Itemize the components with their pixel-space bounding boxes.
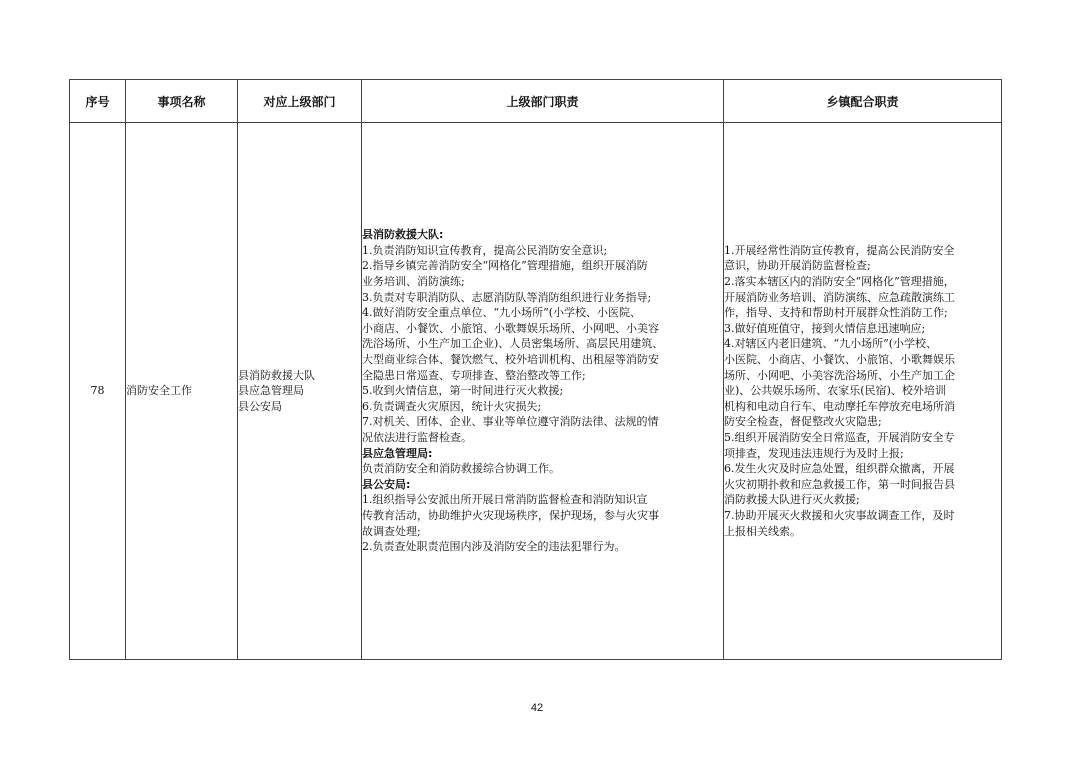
town-duty-line: 1.开展经常性消防宣传教育，提高公民消防安全 — [724, 243, 955, 257]
town-duty-line: 机构和电动自行车、电动摩托车停放充电场所消 — [724, 399, 955, 413]
police-duty-line: 传教育活动，协助维护火灾现场秩序，保护现场，参与火灾事 — [362, 508, 659, 522]
town-duty-line: 2.落实本辖区内的消防安全“网格化”管理措施， — [724, 275, 955, 289]
header-upper-duties: 上级部门职责 — [362, 80, 724, 123]
header-item-name: 事项名称 — [126, 80, 238, 123]
fire-duty-line: 7.对机关、团体、企业、事业等单位遵守消防法律、法规的情 — [362, 415, 659, 429]
police-duty-line: 故调查处理; — [362, 524, 421, 538]
table-header-row — [70, 80, 1002, 123]
town-duty-line: 4.对辖区内老旧建筑、“九小场所”(小学校、 — [724, 337, 938, 351]
fire-brigade-heading: 县消防救援大队: — [362, 228, 444, 242]
town-duty-line: 小医院、小商店、小餐饮、小旅馆、小歌舞娱乐 — [724, 353, 955, 367]
header-no: 序号 — [70, 80, 126, 123]
town-duty-line: 7.协助开展灭火救援和火灾事故调查工作，及时 — [724, 508, 955, 522]
dept-fire: 县消防救援大队 — [238, 368, 315, 382]
fire-duty-line: 况依法进行监督检查。 — [362, 430, 472, 444]
emergency-duty-line: 负责消防安全和消防救援综合协调工作。 — [362, 462, 560, 476]
town-duty-line: 火灾初期扑救和应急救援工作，第一时间报告县 — [724, 477, 955, 491]
fire-duty-line: 大型商业综合体、餐饮燃气、校外培训机构、出租屋等消防安 — [362, 353, 659, 367]
town-duty-line: 消防救援大队进行灭火救援; — [724, 493, 860, 507]
town-duty-line: 上报相关线索。 — [724, 524, 801, 538]
dept-police: 县公安局 — [238, 399, 282, 413]
dept-emergency: 县应急管理局 — [238, 384, 304, 398]
town-duty-line: 3.做好值班值守，接到火情信息迅速响应; — [724, 321, 926, 335]
town-duty-line: 场所、小网吧、小美容洗浴场所、小生产加工企 — [724, 368, 955, 382]
fire-duty-line: 5.收到火情信息，第一时间进行灭火救援; — [362, 384, 564, 398]
duties-table — [69, 79, 1002, 660]
town-duty-line: 项排查，发现违法违规行为及时上报; — [724, 446, 904, 460]
police-duty-line: 1.组织指导公安派出所开展日常消防监督检查和消防知识宣 — [362, 493, 648, 507]
table-row — [70, 123, 1002, 660]
town-duty-line: 6.发生火灾及时应急处置，组织群众撤离，开展 — [724, 462, 955, 476]
fire-duty-line: 洗浴场所、小生产加工企业)、人员密集场所、高层民用建筑、 — [362, 337, 664, 351]
header-town-duties: 乡镇配合职责 — [724, 80, 1002, 123]
fire-duty-line: 3.负责对专职消防队、志愿消防队等消防组织进行业务指导; — [362, 290, 652, 304]
fire-duty-line: 小商店、小餐饮、小旅馆、小歌舞娱乐场所、小网吧、小美容 — [362, 321, 659, 335]
town-duty-line: 意识，协助开展消防监督检查; — [724, 259, 871, 273]
fire-duty-line: 2.指导乡镇完善消防安全“网格化”管理措施，组织开展消防 — [362, 259, 648, 273]
cell-upper-duties — [362, 123, 724, 660]
town-duty-line: 作，指导、支持和帮助村开展群众性消防工作; — [724, 306, 948, 320]
fire-duty-line: 1.负责消防知识宣传教育，提高公民消防安全意识; — [362, 243, 608, 257]
town-duty-line: 业)、公共娱乐场所、农家乐(民宿)、校外培训 — [724, 384, 946, 398]
police-bureau-heading: 县公安局: — [362, 477, 411, 491]
fire-duty-line: 6.负责调查火灾原因，统计火灾损失; — [362, 399, 542, 413]
town-duty-line: 5.组织开展消防安全日常巡查，开展消防安全专 — [724, 430, 955, 444]
page-number: 42 — [530, 702, 544, 714]
cell-town-duties — [724, 123, 1002, 660]
header-upper-dept: 对应上级部门 — [238, 80, 362, 123]
cell-upper-dept — [238, 123, 362, 660]
fire-duty-line: 全隐患日常巡查、专项排查、整治整改等工作; — [362, 368, 586, 382]
town-duty-line: 防安全检查，督促整改火灾隐患; — [724, 415, 882, 429]
fire-duty-line: 4.做好消防安全重点单位、“九小场所”(小学校、小医院、 — [362, 306, 642, 320]
town-duty-line: 开展消防业务培训、消防演练、应急疏散演练工 — [724, 290, 955, 304]
police-duty-line: 2.负责查处职责范围内涉及消防安全的违法犯罪行为。 — [362, 540, 626, 554]
cell-no: 78 — [70, 123, 126, 660]
emergency-bureau-heading: 县应急管理局: — [362, 446, 433, 460]
fire-duty-line: 业务培训、消防演练; — [362, 275, 465, 289]
cell-item-name: 消防安全工作 — [126, 123, 238, 660]
